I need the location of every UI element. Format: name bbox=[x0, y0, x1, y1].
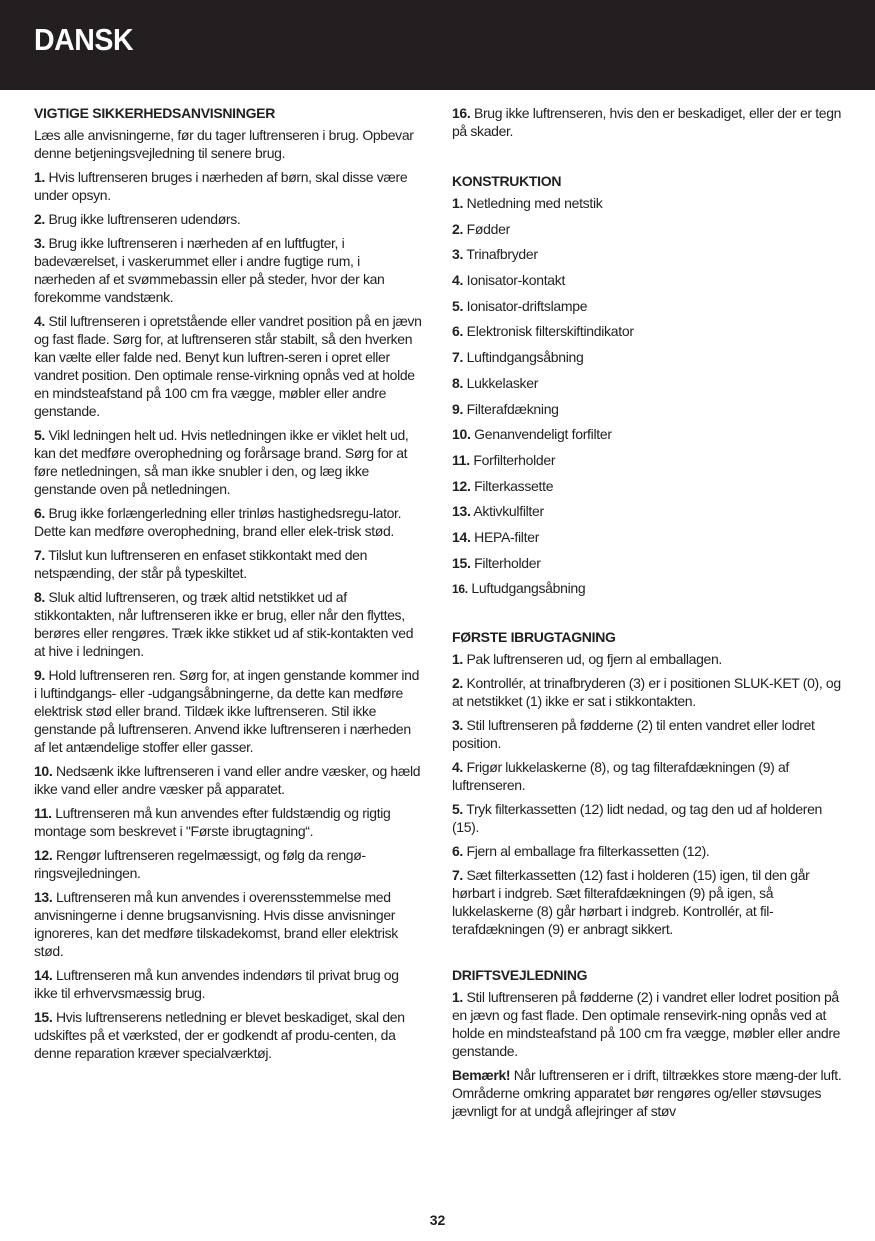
item-number: 7. bbox=[34, 547, 45, 563]
item-number: 8. bbox=[34, 589, 45, 605]
construction-item bbox=[452, 400, 844, 418]
item-number: 3. bbox=[452, 717, 463, 733]
item-text: Brug ikke luftrenseren udendørs. bbox=[48, 211, 241, 227]
first-use-item bbox=[452, 650, 844, 668]
item-number: 1. bbox=[452, 195, 464, 211]
page-number: 32 bbox=[429, 1212, 446, 1228]
item-text: Vikl ledningen helt ud. Hvis netledningen ikke er viklet helt ud, kan det medføre overophedning og forårsage brand. Sørg for at føre netledningen, så man ikke snubler i den, og læg ikke genstande oven på netledningen. bbox=[34, 427, 409, 497]
construction-item bbox=[452, 348, 844, 366]
item-text: Fødder bbox=[466, 220, 510, 237]
item-number: 8. bbox=[452, 374, 464, 391]
right-column bbox=[452, 104, 844, 1126]
safety-item bbox=[34, 846, 424, 882]
item-text: Brug ikke luftrenseren, hvis den er beskadiget, eller der er tegn på skader. bbox=[452, 105, 842, 139]
safety-item bbox=[34, 546, 424, 582]
safety-item bbox=[34, 312, 424, 420]
item-number: 9. bbox=[34, 667, 45, 683]
construction-item bbox=[452, 271, 844, 289]
first-use-item bbox=[452, 842, 844, 860]
item-text: Aktivkulfilter bbox=[473, 503, 544, 520]
item-text: Hvis luftrenserens netledning er blevet beskadiget, skal den udskiftes på et værksted, der er godkendt af produ-centen, da denne reparation kræver specialværktøj. bbox=[34, 1009, 405, 1061]
safety-item bbox=[34, 168, 424, 204]
safety-item bbox=[34, 234, 424, 306]
item-text: Trinafbryder bbox=[466, 246, 538, 263]
item-number: 6. bbox=[34, 505, 45, 521]
operation-note bbox=[452, 1066, 844, 1120]
item-text: Luftrenseren må kun anvendes i overensstemmelse med anvisningerne i denne brugsanvisning. Hvis disse anvisninger ignoreres, kan det medføre tilskadekomst, brand eller elektrisk stød. bbox=[34, 889, 398, 959]
first-use-list bbox=[452, 650, 844, 938]
safety-item bbox=[34, 504, 424, 540]
item-text: Hold luftrenseren ren. Sørg for, at ingen genstande kommer ind i luftindgangs- eller -udgangsåbningerne, da dette kan medføre elektrisk stød eller brand. Tildæk ikke luftrenseren. Stil ikke genstande på luftrenseren. Anvend ikke luftrenseren i nærheden af let antændelige stoffer eller gasser. bbox=[34, 667, 420, 755]
item-number: 1. bbox=[34, 169, 45, 185]
construction-item bbox=[452, 554, 844, 572]
first-use-item bbox=[452, 674, 844, 710]
safety-item bbox=[34, 666, 424, 756]
safety-item bbox=[34, 888, 424, 960]
item-text: Lukkelasker bbox=[466, 374, 539, 391]
section-heading-first-use: FØRSTE IBRUGTAGNING bbox=[452, 629, 616, 645]
item-text: Tilslut kun luftrenseren en enfaset stikkontakt med den netspænding, der står på typeskiltet. bbox=[34, 547, 368, 581]
first-use-item bbox=[452, 716, 844, 752]
safety-item bbox=[34, 762, 424, 798]
note-text: Når luftrenseren er i drift, tiltrækkes store mæng-der luft. Områderne omkring apparatet bør rengøres og/eller støvsuges jævnligt for at undgå aflejringer af støv bbox=[452, 1067, 842, 1119]
first-use-item bbox=[452, 800, 844, 836]
construction-item bbox=[452, 425, 844, 443]
section-heading-construction: KONSTRUKTION bbox=[452, 173, 562, 189]
item-text: Filterkassette bbox=[474, 477, 554, 494]
item-text: Elektronisk filterskiftindikator bbox=[466, 323, 634, 340]
construction-item bbox=[452, 451, 844, 469]
item-text: Fjern al emballage fra filterkassetten (12). bbox=[466, 843, 710, 859]
item-number: 2. bbox=[34, 211, 45, 227]
construction-item bbox=[452, 374, 844, 392]
safety-item bbox=[34, 1008, 424, 1062]
item-text: Frigør lukkelaskerne (8), og tag filterafdækningen (9) af luftrenseren. bbox=[452, 759, 789, 793]
construction-item bbox=[452, 579, 844, 598]
item-number: 2. bbox=[452, 675, 463, 691]
item-number: 11. bbox=[34, 805, 52, 821]
item-number: 5. bbox=[452, 297, 464, 314]
item-text: Nedsænk ikke luftrenseren i vand eller andre væsker, og hæld ikke vand eller andre væsker på apparatet. bbox=[34, 763, 421, 797]
item-text: Forfilterholder bbox=[473, 451, 556, 468]
operation-item bbox=[452, 988, 844, 1060]
item-number: 15. bbox=[452, 554, 471, 571]
item-number: 13. bbox=[452, 503, 471, 520]
item-number: 12. bbox=[34, 847, 53, 863]
item-number: 7. bbox=[452, 349, 464, 366]
item-number: 6. bbox=[452, 323, 464, 340]
safety-item bbox=[34, 588, 424, 660]
construction-item bbox=[452, 477, 844, 495]
item-number: 3. bbox=[34, 235, 45, 251]
construction-item bbox=[452, 528, 844, 546]
safety-item-16 bbox=[452, 104, 844, 140]
item-text: Stil luftrenseren på fødderne (2) til enten vandret eller lodret position. bbox=[452, 717, 815, 751]
item-text: Netledning med netstik bbox=[466, 195, 603, 211]
item-number: 10. bbox=[452, 426, 471, 443]
construction-item bbox=[452, 220, 844, 238]
item-number: 4. bbox=[452, 272, 464, 289]
left-column bbox=[34, 104, 424, 1068]
construction-item bbox=[452, 502, 844, 520]
safety-item bbox=[34, 966, 424, 1002]
section-heading-safety: VIGTIGE SIKKERHEDSANVISNINGER bbox=[34, 105, 276, 121]
item-number: 5. bbox=[452, 801, 463, 817]
item-text: Luftrenseren må kun anvendes indendørs til privat brug og ikke til erhvervsmæssig brug. bbox=[34, 967, 399, 1001]
item-text: Pak luftrenseren ud, og fjern al emballagen. bbox=[466, 651, 722, 667]
note-label: Bemærk! bbox=[452, 1067, 511, 1083]
item-text: Stil luftrenseren i opretstående eller vandret position på en jævn og fast flade. Sørg for, at luftrenseren står stabilt, så den hverken kan vælte eller falde ned. Benyt kun luftren-seren i opret eller vandret position. Den optimale rense-virkning opnås ved at holde en mindsteafstand på 100 cm fra vægge, møbler eller andre genstande. bbox=[34, 313, 422, 419]
item-number: 16. bbox=[452, 582, 468, 597]
item-text: Sæt filterkassetten (12) fast i holderen (15) igen, til den går hørbart i indgreb. Sæt filterafdækningen (9) på igen, så lukkelaskerne (8) går hørbart i indgreb. Kontrollér, at fil-terafdækningen (9) er anbragt sikkert. bbox=[452, 867, 810, 937]
construction-list bbox=[452, 194, 844, 598]
item-number: 1. bbox=[452, 989, 463, 1005]
item-number: 14. bbox=[452, 528, 471, 545]
item-number: 7. bbox=[452, 867, 463, 883]
item-text: HEPA-filter bbox=[474, 528, 540, 545]
item-number: 14. bbox=[34, 967, 53, 983]
item-number: 5. bbox=[34, 427, 45, 443]
item-text: Luftindgangsåbning bbox=[466, 349, 584, 366]
safety-item bbox=[34, 210, 424, 228]
item-text: Luftudgangsåbning bbox=[471, 580, 586, 597]
construction-item bbox=[452, 194, 844, 212]
safety-item bbox=[34, 426, 424, 498]
safety-list bbox=[34, 168, 424, 1062]
item-text: Stil luftrenseren på fødderne (2) i vandret eller lodret position på en jævn og fast flade. Den optimale rensevirk-ning opnås ved at holde en mindsteafstand på 100 cm fra vægge, møbler eller andre genstande. bbox=[452, 989, 841, 1059]
item-number: 16. bbox=[452, 105, 471, 121]
section-heading-operation: DRIFTSVEJLEDNING bbox=[452, 967, 588, 983]
item-number: 9. bbox=[452, 400, 464, 417]
safety-intro: Læs alle anvisningerne, før du tager luftrenseren i brug. Opbevar denne betjeningsvejledning til senere brug. bbox=[34, 127, 414, 161]
item-text: Tryk filterkassetten (12) lidt nedad, og tag den ud af holderen (15). bbox=[452, 801, 822, 835]
item-text: Genanvendeligt forfilter bbox=[474, 426, 612, 443]
item-text: Luftrenseren må kun anvendes efter fuldstændig og rigtig montage som beskrevet i "Første ibrugtagning“. bbox=[34, 805, 391, 839]
page-header bbox=[0, 0, 875, 90]
first-use-item bbox=[452, 866, 844, 938]
item-text: Rengør luftrenseren regelmæssigt, og følg da rengø-ringsvejledningen. bbox=[34, 847, 366, 881]
item-text: Ionisator-kontakt bbox=[466, 272, 566, 289]
item-text: Filterholder bbox=[474, 554, 541, 571]
construction-item bbox=[452, 322, 844, 340]
item-number: 15. bbox=[34, 1009, 53, 1025]
item-number: 13. bbox=[34, 889, 53, 905]
item-number: 10. bbox=[34, 763, 53, 779]
item-text: Brug ikke luftrenseren i nærheden af en luftfugter, i badeværelset, i vaskerummet eller i andre fugtige rum, i nærheden af et svømmebassin eller på steder, hvor der kan forekomme vandstænk. bbox=[34, 235, 385, 305]
first-use-item bbox=[452, 758, 844, 794]
safety-item bbox=[34, 804, 424, 840]
header-title: DANSK bbox=[34, 22, 134, 57]
item-number: 3. bbox=[452, 246, 464, 263]
item-text: Kontrollér, at trinafbryderen (3) er i positionen SLUK-KET (0), og at netstikket (1) ikke er sat i stikkontakten. bbox=[452, 675, 841, 709]
item-text: Sluk altid luftrenseren, og træk altid netstikket ud af stikkontakten, når luftrenseren ikke er brug, eller når den flyttes, berøres eller rengøres. Træk ikke stikket ud af stik-kontakten ved at hive i ledningen. bbox=[34, 589, 414, 659]
item-number: 4. bbox=[452, 759, 463, 775]
item-number: 6. bbox=[452, 843, 463, 859]
item-number: 1. bbox=[452, 651, 463, 667]
item-text: Ionisator-driftslampe bbox=[466, 297, 588, 314]
item-number: 2. bbox=[452, 220, 464, 237]
item-number: 4. bbox=[34, 313, 45, 329]
item-text: Hvis luftrenseren bruges i nærheden af børn, skal disse være under opsyn. bbox=[34, 169, 408, 203]
item-text: Filterafdækning bbox=[466, 400, 559, 417]
construction-item bbox=[452, 297, 844, 315]
item-number: 12. bbox=[452, 477, 471, 494]
item-text: Brug ikke forlængerledning eller trinløs hastighedsregu-lator. Dette kan medføre overophedning, brand eller elek-trisk stød. bbox=[34, 505, 402, 539]
construction-item bbox=[452, 245, 844, 263]
item-number: 11. bbox=[452, 451, 470, 468]
